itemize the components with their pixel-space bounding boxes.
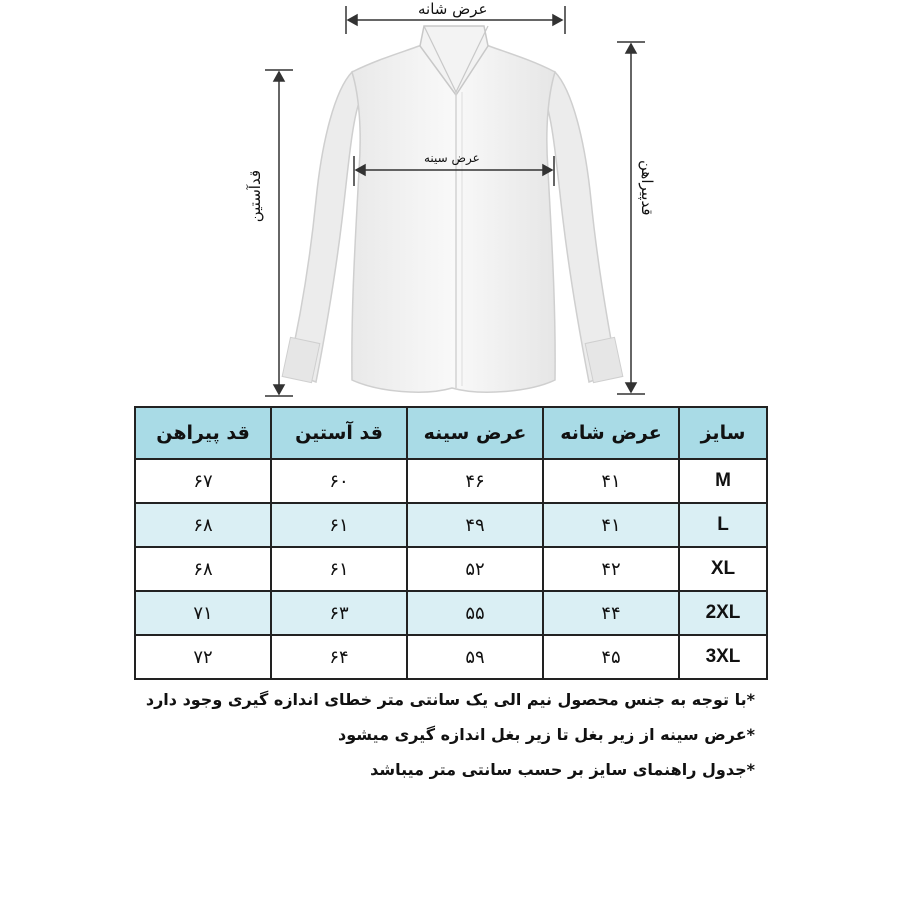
sleeve-cell: ۶۱ bbox=[271, 503, 407, 547]
shoulder-cell: ۴۵ bbox=[543, 635, 679, 679]
sleeve-cell: ۶۱ bbox=[271, 547, 407, 591]
notes bbox=[146, 682, 755, 787]
header-length: قد پیراهن bbox=[135, 407, 271, 459]
shirt-length-label: قدپیراهن bbox=[638, 160, 656, 216]
size-cell: 3XL bbox=[679, 635, 767, 679]
note-chest-measurement: *عرض سینه از زیر بغل تا زیر بغل اندازه گیری میشود bbox=[338, 725, 755, 744]
shoulder-cell: ۴۲ bbox=[543, 547, 679, 591]
shirt-length-arrow bbox=[617, 42, 645, 394]
sleeve-cell: ۶۴ bbox=[271, 635, 407, 679]
chest-cell: ۴۶ bbox=[407, 459, 543, 503]
header-sleeve: قد آستین bbox=[271, 407, 407, 459]
size-cell: L bbox=[679, 503, 767, 547]
length-cell: ۶۸ bbox=[135, 547, 271, 591]
sleeve-cell: ۶۳ bbox=[271, 591, 407, 635]
sleeve-cell: ۶۰ bbox=[271, 459, 407, 503]
chest-cell: ۴۹ bbox=[407, 503, 543, 547]
shirt-diagram bbox=[0, 0, 900, 405]
chest-cell: ۵۲ bbox=[407, 547, 543, 591]
length-cell: ۷۱ bbox=[135, 591, 271, 635]
shoulder-cell: ۴۱ bbox=[543, 459, 679, 503]
chest-cell: ۵۵ bbox=[407, 591, 543, 635]
size-cell: XL bbox=[679, 547, 767, 591]
size-cell: 2XL bbox=[679, 591, 767, 635]
header-chest: عرض سینه bbox=[407, 407, 543, 459]
table-row bbox=[135, 459, 767, 503]
left-sleeve bbox=[288, 72, 360, 382]
right-sleeve bbox=[545, 72, 617, 382]
shirt-illustration bbox=[0, 0, 900, 405]
header-shoulder: عرض شانه bbox=[543, 407, 679, 459]
chest-width-label: عرض سینه bbox=[424, 151, 480, 165]
table-row bbox=[135, 591, 767, 635]
table-row bbox=[135, 547, 767, 591]
chest-cell: ۵۹ bbox=[407, 635, 543, 679]
note-units: *جدول راهنمای سایز بر حسب سانتی متر میباشد bbox=[370, 760, 755, 779]
header-size: سایز bbox=[679, 407, 767, 459]
note-measurement-error: *با توجه به جنس محصول نیم الی یک سانتی متر خطای اندازه گیری وجود دارد bbox=[145, 690, 755, 709]
table-row bbox=[135, 503, 767, 547]
table-header-row bbox=[135, 407, 767, 459]
length-cell: ۷۲ bbox=[135, 635, 271, 679]
shoulder-width-label: عرض شانه bbox=[418, 0, 488, 18]
length-cell: ۶۷ bbox=[135, 459, 271, 503]
length-cell: ۶۸ bbox=[135, 503, 271, 547]
shirt-body bbox=[352, 44, 555, 392]
shoulder-cell: ۴۱ bbox=[543, 503, 679, 547]
table-row bbox=[135, 635, 767, 679]
sleeve-length-label: قدآستین bbox=[246, 170, 264, 223]
shoulder-cell: ۴۴ bbox=[543, 591, 679, 635]
size-table bbox=[134, 406, 768, 680]
size-cell: M bbox=[679, 459, 767, 503]
